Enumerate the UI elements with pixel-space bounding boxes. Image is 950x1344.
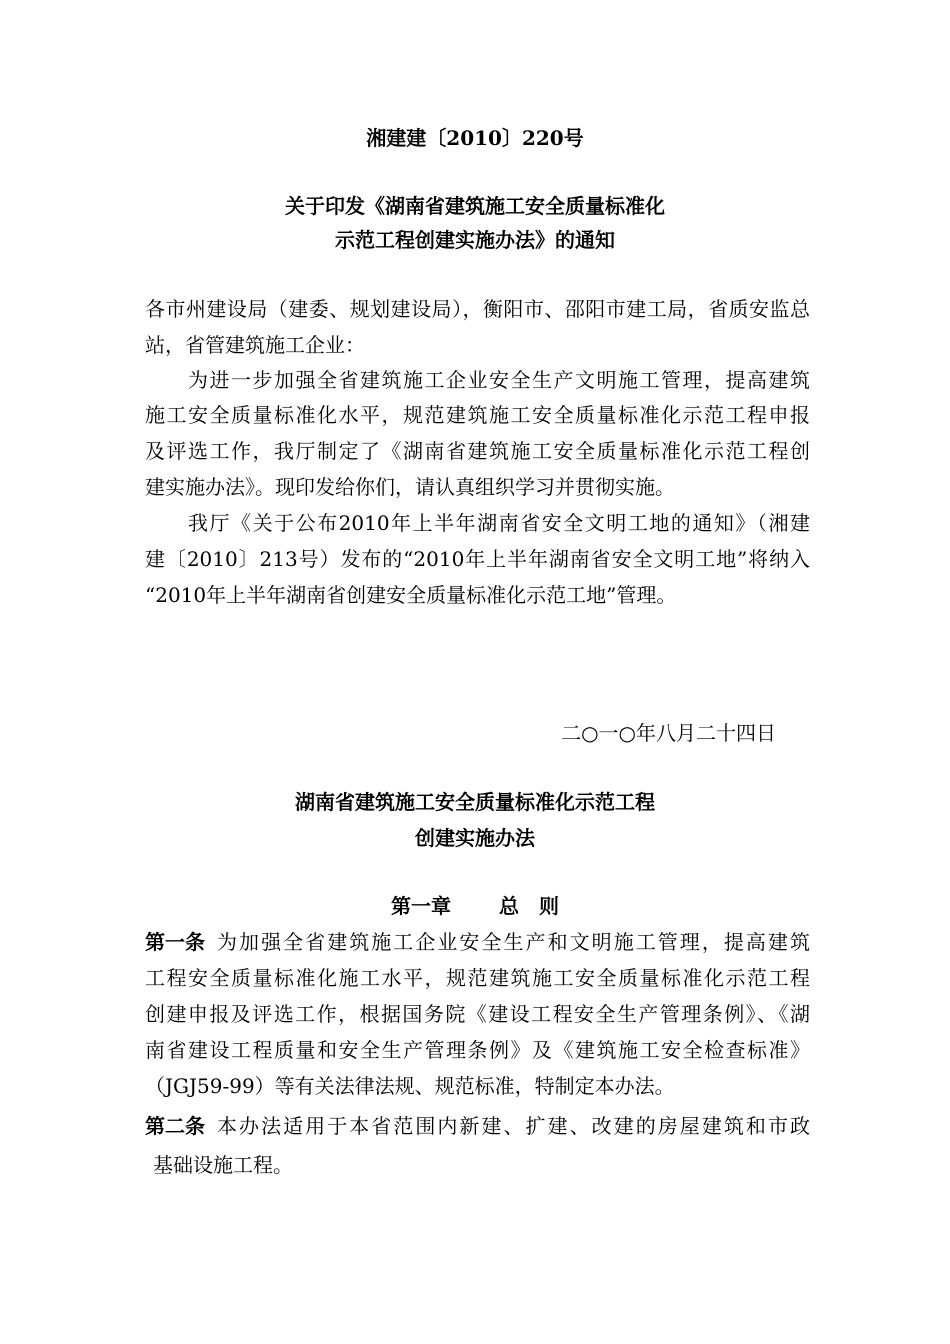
notice-title-line-2: 示范工程创建实施办法》的通知 xyxy=(335,228,615,252)
notice-title-line-1: 关于印发《湖南省建筑施工安全质量标准化 xyxy=(285,194,665,218)
paragraph-2-line-3: “2010年上半年湖南省创建安全质量标准化示范工地”管理。 xyxy=(145,583,677,607)
article-1-text-2: 工程安全质量标准化施工水平，规范建筑施工安全质量标准化示范工程 xyxy=(145,966,810,990)
chapter-heading xyxy=(0,894,950,918)
chapter-number: 第一章 xyxy=(391,894,451,918)
paragraph-1-line-3: 及评选工作，我厅制定了《湖南省建筑施工安全质量标准化示范工程创 xyxy=(145,439,810,463)
chapter-name: 总 则 xyxy=(499,894,559,918)
recipients-line-1: 各市州建设局（建委、规划建设局），衡阳市、邵阳市建工局，省质安监总 xyxy=(145,297,810,321)
measures-title-line-1: 湖南省建筑施工安全质量标准化示范工程 xyxy=(295,790,655,814)
article-2-text-2: 基础设施工程。 xyxy=(153,1153,293,1177)
recipients-line-2: 站，省管建筑施工企业： xyxy=(145,333,365,357)
article-1-text-3: 创建申报及评选工作，根据国务院《建设工程安全生产管理条例》、《湖 xyxy=(145,1002,810,1026)
paragraph-1-line-4: 建实施办法》。现印发给你们，请认真组织学习并贯彻实施。 xyxy=(145,475,675,499)
article-2-text-1: 本办法适用于本省范围内新建、扩建、改建的房屋建筑和市政 xyxy=(217,1114,810,1138)
article-1-text-5: （JGJ59-99）等有关法律法规、规范标准，特制定本办法。 xyxy=(145,1074,675,1098)
article-1-text-1: 为加强全省建筑施工企业安全生产和文明施工管理，提高建筑 xyxy=(217,930,810,954)
document-number: 湘建建〔2010〕220号 xyxy=(366,126,584,150)
paragraph-1-line-2: 施工安全质量标准化水平，规范建筑施工安全质量标准化示范工程申报 xyxy=(145,403,810,427)
article-1-line-1 xyxy=(145,930,810,954)
paragraph-2-line-1: 我厅《关于公布2010年上半年湖南省安全文明工地的通知》（湘建 xyxy=(188,511,810,535)
paragraph-2-line-2: 建〔2010〕213号）发布的“2010年上半年湖南省安全文明工地”将纳入 xyxy=(145,547,810,571)
article-1-text-4: 南省建设工程质量和安全生产管理条例》及《建筑施工安全检查标准》 xyxy=(145,1038,810,1062)
measures-title-line-2: 创建实施办法 xyxy=(415,826,535,850)
article-1-label: 第一条 xyxy=(145,930,205,954)
article-2-label: 第二条 xyxy=(145,1114,205,1138)
paragraph-1-line-1: 为进一步加强全省建筑施工企业安全生产文明施工管理，提高建筑 xyxy=(188,368,810,392)
article-2-line-1 xyxy=(145,1114,810,1138)
issue-date: 二○一○年八月二十四日 xyxy=(561,721,776,745)
